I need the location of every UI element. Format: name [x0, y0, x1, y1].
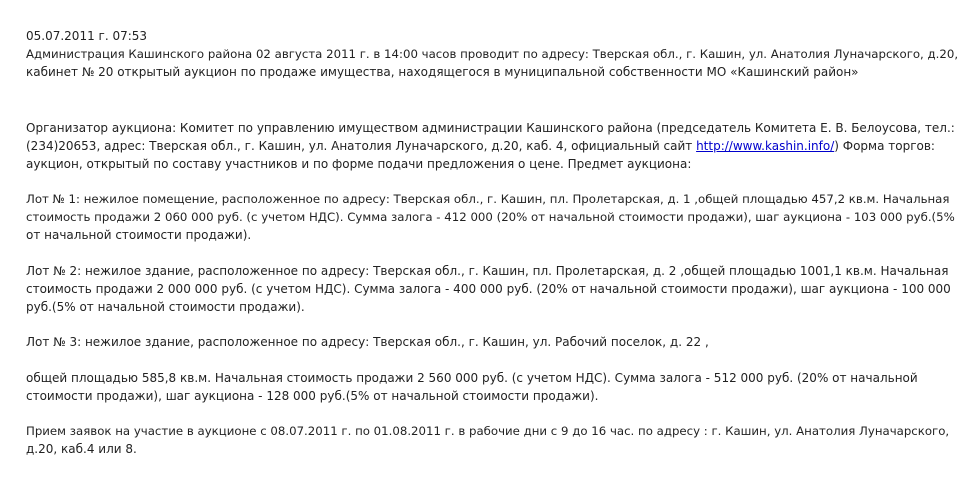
organizer-line-3: аукцион, открытый по составу участников и по форме подачи предложения о цене. Предмет аукциона: — [26, 157, 692, 171]
organizer-line-1: Организатор аукциона: Комитет по управлению имуществом администрации Кашинского района (председатель Комитета Е. В. Белоусова, тел.: — [26, 121, 955, 135]
organizer-line-2 — [26, 137, 935, 155]
publication-datetime: 05.07.2011 г. 07:53 — [26, 29, 148, 43]
announcement-line-2: кабинет № 20 открытый аукцион по продаже имущества, находящегося в муниципальной собственности МО «Кашинский район» — [26, 65, 859, 79]
lot3-line-1: Лот № 3: нежилое здание, расположенное по адресу: Тверская обл., г. Кашин, ул. Рабочий поселок, д. 22 , — [26, 335, 709, 349]
applications-line-1: Прием заявок на участие в аукционе с 08.07.2011 г. по 01.08.2011 г. в рабочие дни с 9 до 16 час. по адресу : г. Кашин, ул. Анатолия Луначарского, — [26, 424, 950, 438]
lot2-line-1: Лот № 2: нежилое здание, расположенное по адресу: Тверская обл., г. Кашин, пл. Пролетарская, д. 2 ,общей площадью 1001,1 кв.м. Начальная — [26, 264, 949, 278]
lot3-line-2: общей площадью 585,8 кв.м. Начальная стоимость продажи 2 560 000 руб. (с учетом НДС). Сумма залога - 512 000 руб. (20% от начальной — [26, 371, 918, 385]
applications-line-2: д.20, каб.4 или 8. — [26, 442, 137, 456]
organizer-line-2-tail: ) Форма торгов: — [834, 139, 935, 153]
lot1-line-1: Лот № 1: нежилое помещение, расположенное по адресу: Тверская обл., г. Кашин, пл. Пролетарская, д. 1 ,общей площадью 457,2 кв.м. Начальная — [26, 192, 950, 206]
organizer-line-2-text: (234)20653, адрес: Тверская обл., г. Кашин, ул. Анатолия Луначарского, д.20, каб. 4, официальный сайт — [26, 139, 697, 153]
official-site-link[interactable]: http://www.kashin.info/ — [696, 139, 835, 153]
lot1-line-2: стоимость продажи 2 060 000 руб. (с учетом НДС). Сумма залога - 412 000 (20% от начальной стоимости продажи), шаг аукциона - 103 000 руб.(5% — [26, 210, 955, 224]
lot3-line-3: стоимости продажи), шаг аукциона - 128 000 руб.(5% от начальной стоимости продажи). — [26, 389, 599, 403]
announcement-line-1: Администрация Кашинского района 02 августа 2011 г. в 14:00 часов проводит по адресу: Тверская обл., г. Кашин, ул. Анатолия Луначарского, д.20, — [26, 47, 959, 61]
lot2-line-2: стоимость продажи 2 000 000 руб. (с учетом НДС). Сумма залога - 400 000 руб. (20% от начальной стоимости продажи), шаг аукциона - 100 000 — [26, 282, 951, 296]
lot1-line-3: от начальной стоимости продажи). — [26, 228, 252, 242]
lot2-line-3: руб.(5% от начальной стоимости продажи). — [26, 300, 305, 314]
